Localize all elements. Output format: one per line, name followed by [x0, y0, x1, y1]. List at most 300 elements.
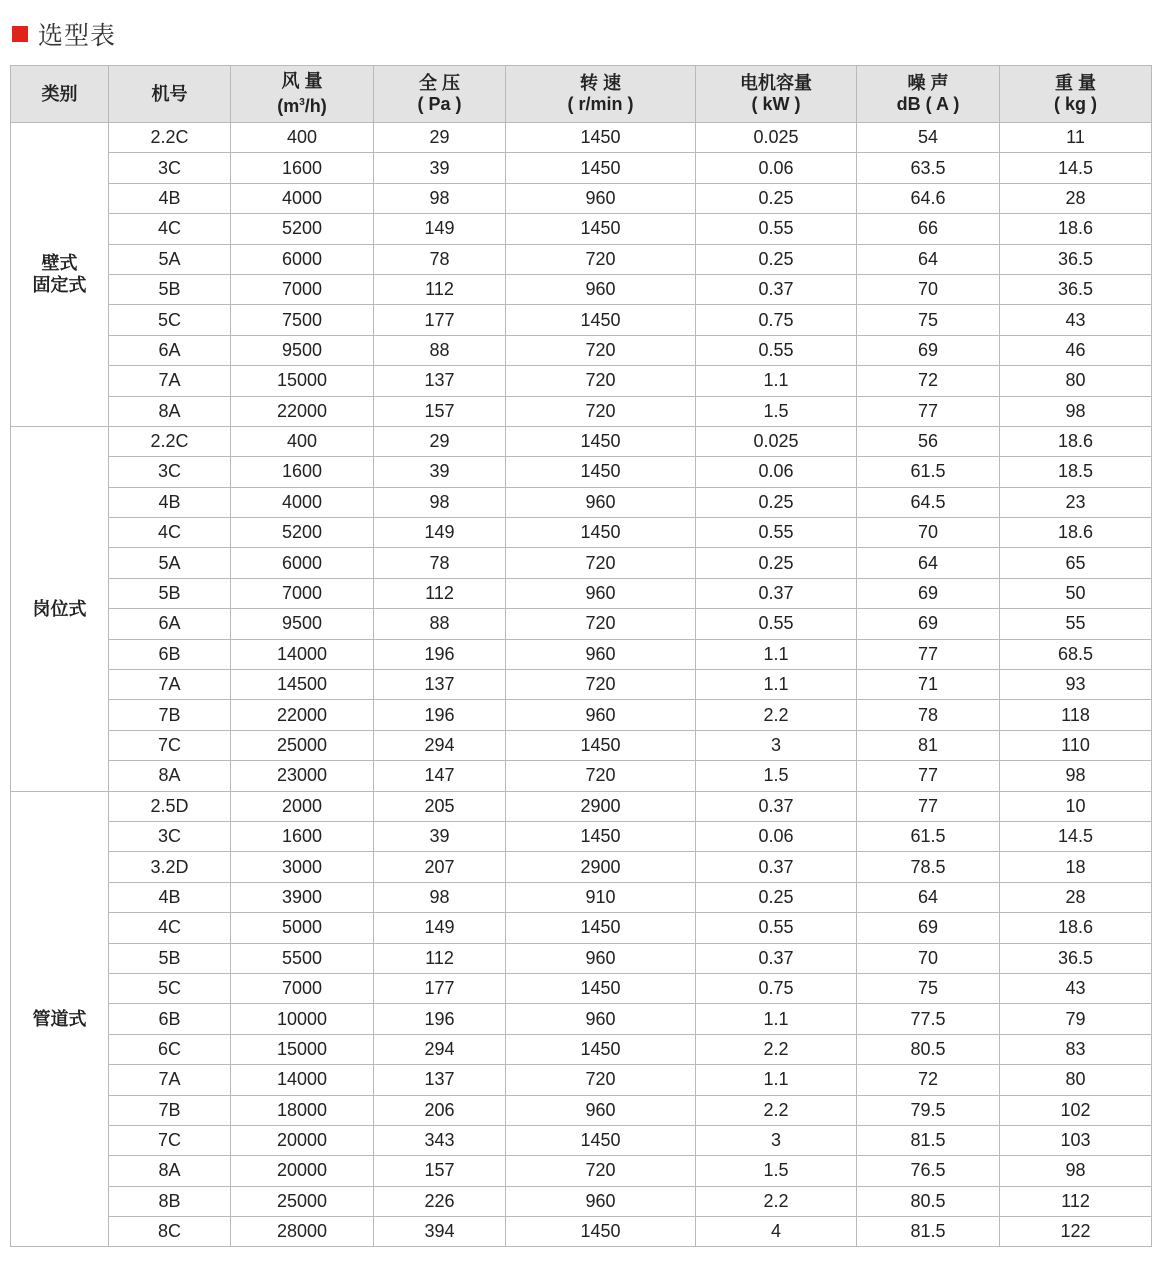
airflow-cell: 9500 — [231, 609, 374, 639]
weight-cell: 102 — [1000, 1095, 1152, 1125]
header-motor-label: 电机容量 — [740, 73, 812, 93]
noise-cell: 80.5 — [857, 1186, 1000, 1216]
weight-cell: 110 — [1000, 730, 1152, 760]
table-row — [11, 487, 1152, 517]
table-row — [11, 913, 1152, 943]
model-cell: 7A — [109, 670, 231, 700]
noise-cell: 64.6 — [857, 183, 1000, 213]
weight-cell: 55 — [1000, 609, 1152, 639]
weight-cell: 65 — [1000, 548, 1152, 578]
pressure-cell: 137 — [374, 670, 506, 700]
weight-cell: 14.5 — [1000, 821, 1152, 851]
model-cell: 3.2D — [109, 852, 231, 882]
airflow-cell: 18000 — [231, 1095, 374, 1125]
speed-cell: 720 — [506, 1156, 696, 1186]
weight-cell: 36.5 — [1000, 274, 1152, 304]
table-header-row — [11, 66, 1152, 123]
noise-cell: 77.5 — [857, 1004, 1000, 1034]
pressure-cell: 78 — [374, 548, 506, 578]
pressure-cell: 149 — [374, 913, 506, 943]
airflow-cell: 25000 — [231, 730, 374, 760]
motor-cell: 4 — [696, 1217, 857, 1247]
header-pressure-unit: ( Pa ) — [417, 94, 462, 114]
motor-cell: 1.1 — [696, 1065, 857, 1095]
pressure-cell: 157 — [374, 1156, 506, 1186]
speed-cell: 960 — [506, 578, 696, 608]
motor-cell: 0.25 — [696, 882, 857, 912]
table-row — [11, 153, 1152, 183]
pressure-cell: 29 — [374, 426, 506, 456]
airflow-cell: 22000 — [231, 700, 374, 730]
model-cell: 8A — [109, 1156, 231, 1186]
noise-cell: 69 — [857, 913, 1000, 943]
weight-cell: 112 — [1000, 1186, 1152, 1216]
airflow-cell: 5200 — [231, 518, 374, 548]
pressure-cell: 137 — [374, 1065, 506, 1095]
weight-cell: 43 — [1000, 305, 1152, 335]
model-cell: 4B — [109, 487, 231, 517]
motor-cell: 0.37 — [696, 274, 857, 304]
header-pressure — [374, 66, 506, 123]
noise-cell: 77 — [857, 639, 1000, 669]
header-speed — [506, 66, 696, 123]
pressure-cell: 78 — [374, 244, 506, 274]
speed-cell: 720 — [506, 1065, 696, 1095]
weight-cell: 68.5 — [1000, 639, 1152, 669]
motor-cell: 1.5 — [696, 1156, 857, 1186]
airflow-cell: 25000 — [231, 1186, 374, 1216]
speed-cell: 720 — [506, 670, 696, 700]
pressure-cell: 157 — [374, 396, 506, 426]
airflow-cell: 14000 — [231, 1065, 374, 1095]
speed-cell: 1450 — [506, 518, 696, 548]
model-cell: 2.5D — [109, 791, 231, 821]
motor-cell: 1.1 — [696, 1004, 857, 1034]
table-row — [11, 700, 1152, 730]
model-cell: 2.2C — [109, 426, 231, 456]
model-cell: 2.2C — [109, 123, 231, 153]
table-row — [11, 943, 1152, 973]
header-motor — [696, 66, 857, 123]
airflow-cell: 400 — [231, 123, 374, 153]
table-row — [11, 791, 1152, 821]
noise-cell: 75 — [857, 305, 1000, 335]
noise-cell: 61.5 — [857, 821, 1000, 851]
weight-cell: 18.5 — [1000, 457, 1152, 487]
selection-table — [10, 65, 1152, 1247]
weight-cell: 98 — [1000, 761, 1152, 791]
airflow-cell: 7500 — [231, 305, 374, 335]
motor-cell: 0.25 — [696, 244, 857, 274]
motor-cell: 0.37 — [696, 578, 857, 608]
pressure-cell: 149 — [374, 214, 506, 244]
model-cell: 6B — [109, 1004, 231, 1034]
noise-cell: 69 — [857, 578, 1000, 608]
table-row — [11, 1217, 1152, 1247]
motor-cell: 0.55 — [696, 214, 857, 244]
speed-cell: 1450 — [506, 123, 696, 153]
airflow-cell: 28000 — [231, 1217, 374, 1247]
airflow-cell: 23000 — [231, 761, 374, 791]
table-row — [11, 396, 1152, 426]
motor-cell: 0.75 — [696, 305, 857, 335]
pressure-cell: 149 — [374, 518, 506, 548]
motor-cell: 1.1 — [696, 670, 857, 700]
airflow-cell: 22000 — [231, 396, 374, 426]
model-cell: 5A — [109, 244, 231, 274]
model-cell: 8C — [109, 1217, 231, 1247]
pressure-cell: 147 — [374, 761, 506, 791]
weight-cell: 83 — [1000, 1034, 1152, 1064]
table-row — [11, 366, 1152, 396]
noise-cell: 64 — [857, 548, 1000, 578]
header-weight — [1000, 66, 1152, 123]
model-cell: 7B — [109, 700, 231, 730]
table-row — [11, 1156, 1152, 1186]
speed-cell: 720 — [506, 396, 696, 426]
header-noise-label: 噪 声 — [907, 73, 949, 93]
header-noise — [857, 66, 1000, 123]
airflow-cell: 9500 — [231, 335, 374, 365]
speed-cell: 720 — [506, 609, 696, 639]
airflow-cell: 5200 — [231, 214, 374, 244]
motor-cell: 2.2 — [696, 1095, 857, 1125]
model-cell: 5C — [109, 973, 231, 1003]
model-cell: 8B — [109, 1186, 231, 1216]
header-motor-unit: ( kW ) — [751, 94, 801, 114]
table-row — [11, 761, 1152, 791]
model-cell: 4B — [109, 882, 231, 912]
motor-cell: 3 — [696, 730, 857, 760]
category-label: 管道式 — [32, 1009, 87, 1030]
table-row — [11, 244, 1152, 274]
model-cell: 7A — [109, 1065, 231, 1095]
motor-cell: 0.25 — [696, 487, 857, 517]
speed-cell: 1450 — [506, 913, 696, 943]
noise-cell: 70 — [857, 274, 1000, 304]
weight-cell: 80 — [1000, 1065, 1152, 1095]
airflow-cell: 5500 — [231, 943, 374, 973]
header-airflow-label: 风 量 — [281, 71, 323, 91]
header-pressure-label: 全 压 — [418, 73, 460, 93]
pressure-cell: 205 — [374, 791, 506, 821]
noise-cell: 81.5 — [857, 1125, 1000, 1155]
speed-cell: 1450 — [506, 457, 696, 487]
noise-cell: 78.5 — [857, 852, 1000, 882]
pressure-cell: 196 — [374, 639, 506, 669]
header-category: 类别 — [11, 66, 109, 123]
table-body — [11, 123, 1152, 1247]
airflow-cell: 14000 — [231, 639, 374, 669]
pressure-cell: 206 — [374, 1095, 506, 1125]
airflow-cell: 20000 — [231, 1125, 374, 1155]
pressure-cell: 294 — [374, 730, 506, 760]
speed-cell: 960 — [506, 274, 696, 304]
page-title-block — [12, 14, 116, 54]
noise-cell: 71 — [857, 670, 1000, 700]
model-cell: 7C — [109, 730, 231, 760]
noise-cell: 79.5 — [857, 1095, 1000, 1125]
motor-cell: 2.2 — [696, 700, 857, 730]
noise-cell: 69 — [857, 609, 1000, 639]
table-row — [11, 183, 1152, 213]
weight-cell: 46 — [1000, 335, 1152, 365]
speed-cell: 1450 — [506, 305, 696, 335]
weight-cell: 103 — [1000, 1125, 1152, 1155]
category-cell — [11, 426, 109, 791]
pressure-cell: 29 — [374, 123, 506, 153]
motor-cell: 0.55 — [696, 609, 857, 639]
red-square-icon — [12, 26, 28, 42]
model-cell: 3C — [109, 457, 231, 487]
weight-cell: 80 — [1000, 366, 1152, 396]
weight-cell: 23 — [1000, 487, 1152, 517]
noise-cell: 64.5 — [857, 487, 1000, 517]
category-cell — [11, 123, 109, 427]
pressure-cell: 112 — [374, 274, 506, 304]
speed-cell: 720 — [506, 244, 696, 274]
pressure-cell: 98 — [374, 183, 506, 213]
motor-cell: 0.25 — [696, 183, 857, 213]
noise-cell: 66 — [857, 214, 1000, 244]
model-cell: 5A — [109, 548, 231, 578]
model-cell: 8A — [109, 761, 231, 791]
airflow-cell: 6000 — [231, 244, 374, 274]
speed-cell: 1450 — [506, 1125, 696, 1155]
noise-cell: 78 — [857, 700, 1000, 730]
airflow-cell: 10000 — [231, 1004, 374, 1034]
motor-cell: 0.37 — [696, 791, 857, 821]
noise-cell: 61.5 — [857, 457, 1000, 487]
table-row — [11, 578, 1152, 608]
table-row — [11, 1004, 1152, 1034]
model-cell: 5B — [109, 578, 231, 608]
pressure-cell: 207 — [374, 852, 506, 882]
table-row — [11, 730, 1152, 760]
table-row — [11, 821, 1152, 851]
speed-cell: 720 — [506, 761, 696, 791]
motor-cell: 0.55 — [696, 335, 857, 365]
category-label: 固定式 — [32, 275, 87, 296]
model-cell: 7C — [109, 1125, 231, 1155]
speed-cell: 1450 — [506, 821, 696, 851]
table-row — [11, 1034, 1152, 1064]
weight-cell: 36.5 — [1000, 244, 1152, 274]
table-row — [11, 548, 1152, 578]
noise-cell: 72 — [857, 1065, 1000, 1095]
table-row — [11, 426, 1152, 456]
noise-cell: 64 — [857, 244, 1000, 274]
noise-cell: 76.5 — [857, 1156, 1000, 1186]
category-cell — [11, 791, 109, 1247]
model-cell: 7A — [109, 366, 231, 396]
weight-cell: 36.5 — [1000, 943, 1152, 973]
speed-cell: 720 — [506, 548, 696, 578]
header-weight-unit: ( kg ) — [1054, 94, 1097, 114]
table-row — [11, 1125, 1152, 1155]
model-cell: 5C — [109, 305, 231, 335]
pressure-cell: 88 — [374, 609, 506, 639]
speed-cell: 1450 — [506, 1034, 696, 1064]
speed-cell: 1450 — [506, 426, 696, 456]
airflow-cell: 7000 — [231, 973, 374, 1003]
motor-cell: 2.2 — [696, 1186, 857, 1216]
pressure-cell: 177 — [374, 973, 506, 1003]
pressure-cell: 137 — [374, 366, 506, 396]
pressure-cell: 39 — [374, 153, 506, 183]
speed-cell: 960 — [506, 1186, 696, 1216]
pressure-cell: 177 — [374, 305, 506, 335]
pressure-cell: 112 — [374, 943, 506, 973]
model-cell: 6B — [109, 639, 231, 669]
header-airflow-unit: $(m^3/h)$ — [277, 96, 327, 116]
airflow-cell: 14500 — [231, 670, 374, 700]
motor-cell: 1.1 — [696, 639, 857, 669]
model-cell: 8A — [109, 396, 231, 426]
airflow-cell: 7000 — [231, 578, 374, 608]
noise-cell: 75 — [857, 973, 1000, 1003]
table-row — [11, 882, 1152, 912]
pressure-cell: 98 — [374, 882, 506, 912]
speed-cell: 960 — [506, 700, 696, 730]
speed-cell: 2900 — [506, 852, 696, 882]
motor-cell: 0.37 — [696, 943, 857, 973]
weight-cell: 122 — [1000, 1217, 1152, 1247]
airflow-cell: 4000 — [231, 487, 374, 517]
noise-cell: 72 — [857, 366, 1000, 396]
table-row — [11, 973, 1152, 1003]
weight-cell: 43 — [1000, 973, 1152, 1003]
pressure-cell: 394 — [374, 1217, 506, 1247]
weight-cell: 50 — [1000, 578, 1152, 608]
weight-cell: 98 — [1000, 396, 1152, 426]
model-cell: 3C — [109, 153, 231, 183]
motor-cell: 2.2 — [696, 1034, 857, 1064]
model-cell: 7B — [109, 1095, 231, 1125]
noise-cell: 77 — [857, 761, 1000, 791]
weight-cell: 28 — [1000, 882, 1152, 912]
motor-cell: 1.5 — [696, 396, 857, 426]
noise-cell: 63.5 — [857, 153, 1000, 183]
weight-cell: 18.6 — [1000, 518, 1152, 548]
speed-cell: 910 — [506, 882, 696, 912]
airflow-cell: 7000 — [231, 274, 374, 304]
weight-cell: 18 — [1000, 852, 1152, 882]
noise-cell: 80.5 — [857, 1034, 1000, 1064]
pressure-cell: 294 — [374, 1034, 506, 1064]
airflow-cell: 5000 — [231, 913, 374, 943]
motor-cell: 0.75 — [696, 973, 857, 1003]
weight-cell: 98 — [1000, 1156, 1152, 1186]
pressure-cell: 226 — [374, 1186, 506, 1216]
motor-cell: 1.5 — [696, 761, 857, 791]
pressure-cell: 98 — [374, 487, 506, 517]
airflow-cell: 4000 — [231, 183, 374, 213]
speed-cell: 960 — [506, 1004, 696, 1034]
airflow-cell: 3000 — [231, 852, 374, 882]
pressure-cell: 88 — [374, 335, 506, 365]
model-cell: 3C — [109, 821, 231, 851]
noise-cell: 69 — [857, 335, 1000, 365]
airflow-cell: 15000 — [231, 1034, 374, 1064]
weight-cell: 79 — [1000, 1004, 1152, 1034]
noise-cell: 56 — [857, 426, 1000, 456]
header-model: 机号 — [109, 66, 231, 123]
table-row — [11, 457, 1152, 487]
airflow-cell: 20000 — [231, 1156, 374, 1186]
category-label: 壁式 — [41, 253, 78, 274]
table-row — [11, 1095, 1152, 1125]
noise-cell: 77 — [857, 396, 1000, 426]
speed-cell: 2900 — [506, 791, 696, 821]
model-cell: 5B — [109, 943, 231, 973]
pressure-cell: 39 — [374, 457, 506, 487]
motor-cell: 0.55 — [696, 518, 857, 548]
speed-cell: 1450 — [506, 973, 696, 1003]
airflow-cell: 15000 — [231, 366, 374, 396]
noise-cell: 77 — [857, 791, 1000, 821]
header-noise-unit: dB ( A ) — [896, 94, 960, 114]
weight-cell: 18.6 — [1000, 913, 1152, 943]
model-cell: 4C — [109, 518, 231, 548]
speed-cell: 720 — [506, 335, 696, 365]
pressure-cell: 196 — [374, 1004, 506, 1034]
noise-cell: 70 — [857, 518, 1000, 548]
airflow-cell: 1600 — [231, 821, 374, 851]
header-speed-unit: ( r/min ) — [567, 94, 634, 114]
motor-cell: 0.06 — [696, 153, 857, 183]
table-row — [11, 305, 1152, 335]
table-row — [11, 639, 1152, 669]
motor-cell: 3 — [696, 1125, 857, 1155]
weight-cell: 11 — [1000, 123, 1152, 153]
weight-cell: 18.6 — [1000, 214, 1152, 244]
weight-cell: 93 — [1000, 670, 1152, 700]
motor-cell: 0.25 — [696, 548, 857, 578]
model-cell: 5B — [109, 274, 231, 304]
noise-cell: 54 — [857, 123, 1000, 153]
airflow-cell: 6000 — [231, 548, 374, 578]
model-cell: 4C — [109, 214, 231, 244]
weight-cell: 14.5 — [1000, 153, 1152, 183]
noise-cell: 81 — [857, 730, 1000, 760]
table-row — [11, 670, 1152, 700]
table-row — [11, 1186, 1152, 1216]
header-speed-label: 转 速 — [579, 73, 621, 93]
motor-cell: 0.06 — [696, 821, 857, 851]
motor-cell: 0.025 — [696, 426, 857, 456]
pressure-cell: 343 — [374, 1125, 506, 1155]
page-title: 选型表 — [38, 22, 117, 50]
model-cell: 4B — [109, 183, 231, 213]
airflow-cell: 3900 — [231, 882, 374, 912]
header-airflow — [231, 66, 374, 123]
table-row — [11, 852, 1152, 882]
speed-cell: 960 — [506, 639, 696, 669]
motor-cell: 0.025 — [696, 123, 857, 153]
motor-cell: 0.55 — [696, 913, 857, 943]
noise-cell: 81.5 — [857, 1217, 1000, 1247]
table-row — [11, 274, 1152, 304]
airflow-cell: 1600 — [231, 457, 374, 487]
table-row — [11, 335, 1152, 365]
model-cell: 6A — [109, 609, 231, 639]
airflow-cell: 1600 — [231, 153, 374, 183]
weight-cell: 18.6 — [1000, 426, 1152, 456]
speed-cell: 720 — [506, 366, 696, 396]
table-row — [11, 518, 1152, 548]
speed-cell: 1450 — [506, 153, 696, 183]
